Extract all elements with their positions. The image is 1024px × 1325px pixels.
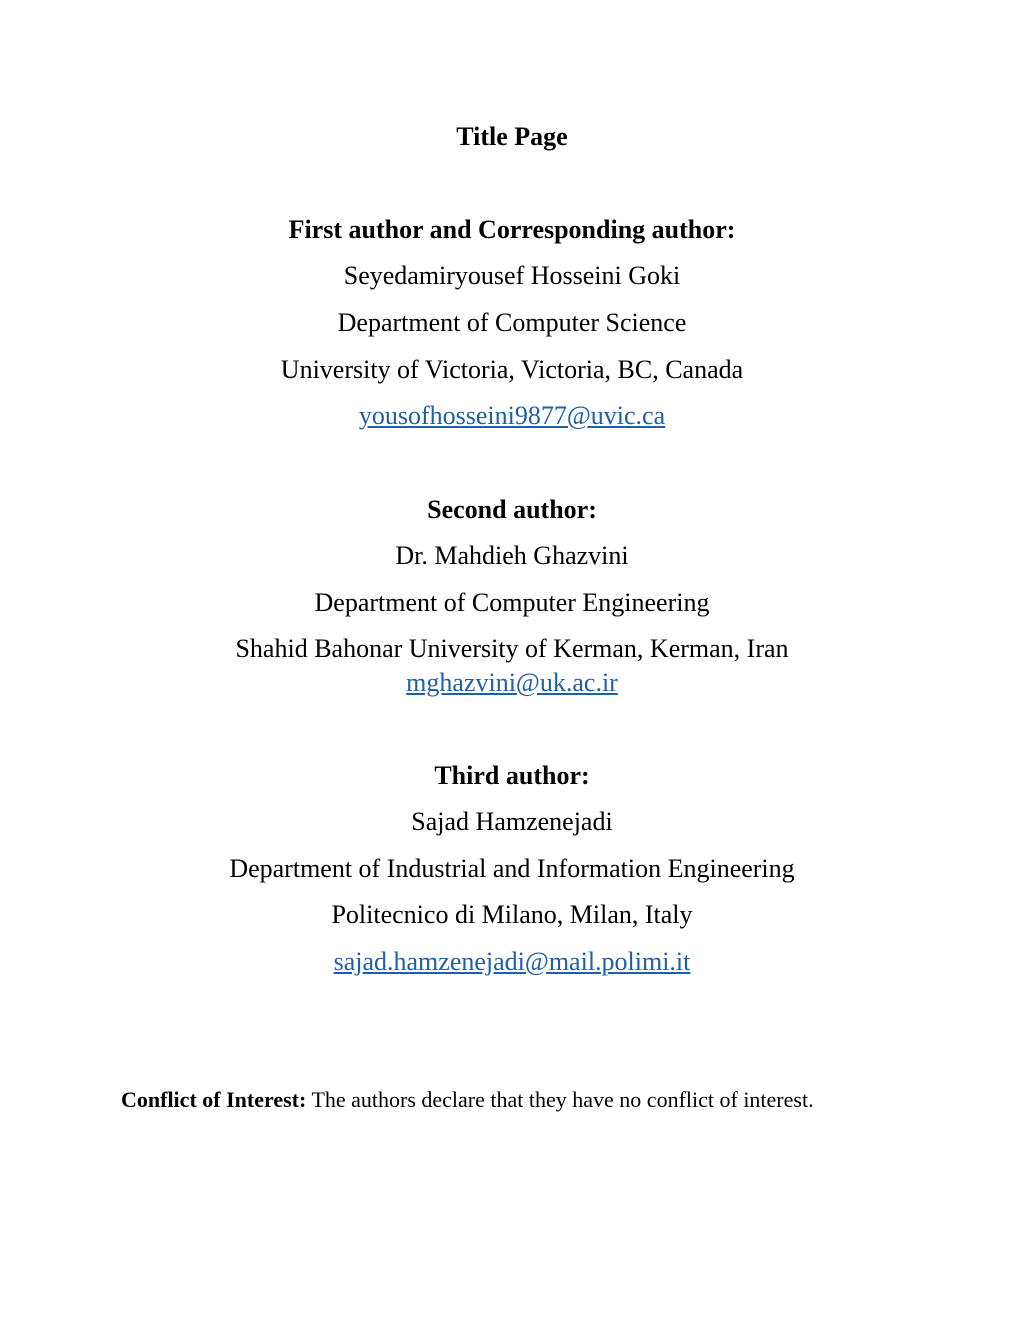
first-author-heading: First author and Corresponding author: xyxy=(288,215,736,244)
third-author-email-link[interactable]: sajad.hamzenejadi@mail.polimi.it xyxy=(333,947,691,976)
second-author-email-link[interactable]: mghazvini@uk.ac.ir xyxy=(406,668,618,697)
conflict-of-interest-statement xyxy=(121,1086,814,1114)
first-author-email-row xyxy=(0,401,1024,431)
first-author-affiliation: University of Victoria, Victoria, BC, Canada xyxy=(280,355,744,384)
second-author-email-row xyxy=(0,668,1024,698)
second-author-affiliation: Shahid Bahonar University of Kerman, Kerman, Iran xyxy=(235,634,789,663)
third-author-email-row xyxy=(0,947,1024,977)
second-author-name: Dr. Mahdieh Ghazvini xyxy=(395,541,629,570)
second-author-heading: Second author: xyxy=(427,495,597,524)
first-author-name: Seyedamiryousef Hosseini Goki xyxy=(343,261,681,290)
third-author-heading: Third author: xyxy=(434,761,590,790)
third-author-name: Sajad Hamzenejadi xyxy=(411,807,613,836)
third-author-department: Department of Industrial and Information Engineering xyxy=(229,854,795,883)
second-author-department: Department of Computer Engineering xyxy=(314,588,710,617)
first-author-email-link[interactable]: yousofhosseini9877@uvic.ca xyxy=(358,401,666,430)
conflict-of-interest-text: The authors declare that they have no conflict of interest. xyxy=(311,1087,814,1112)
third-author-affiliation: Politecnico di Milano, Milan, Italy xyxy=(331,900,693,929)
first-author-department: Department of Computer Science xyxy=(337,308,687,337)
page-title: Title Page xyxy=(456,122,568,151)
conflict-of-interest-label: Conflict of Interest: xyxy=(121,1087,307,1112)
